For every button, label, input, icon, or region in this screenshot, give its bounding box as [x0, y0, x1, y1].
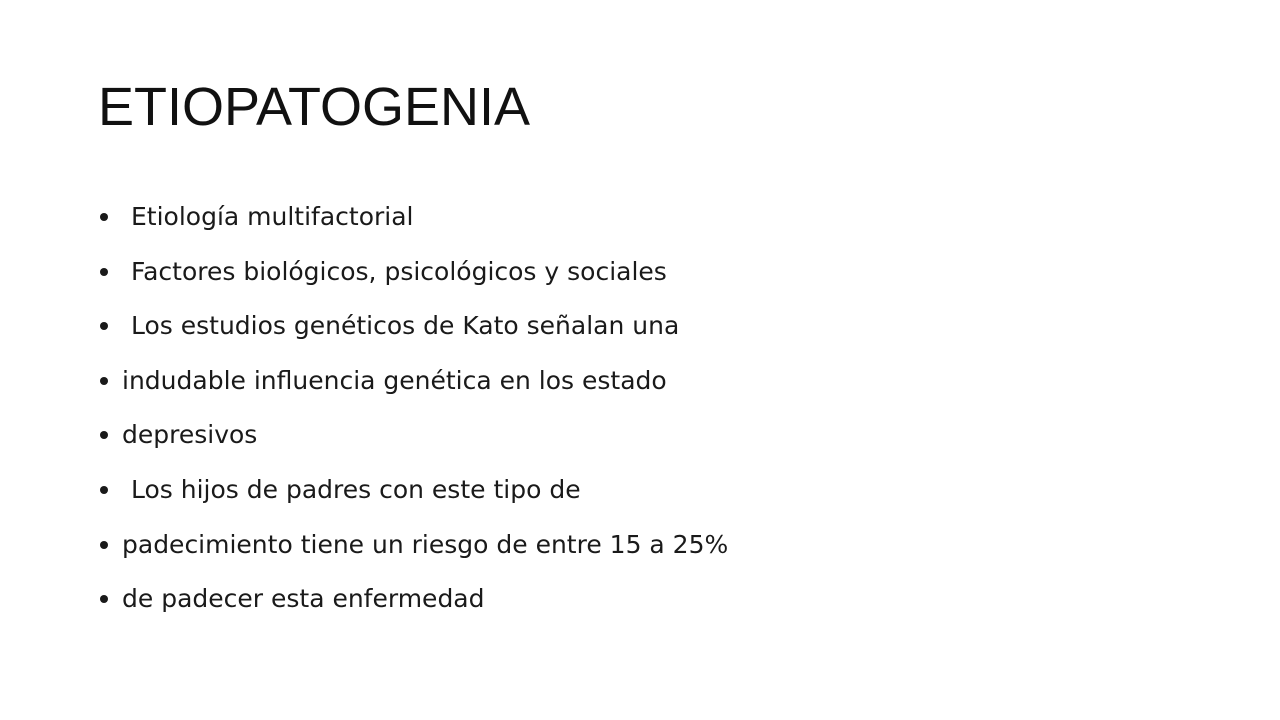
bullet-text: depresivos — [122, 420, 258, 450]
bullet-text: Los estudios genéticos de Kato señalan una — [131, 311, 680, 341]
slide-title: ETIOPATOGENIA — [98, 77, 531, 137]
bullet-text: Etiología multifactorial — [131, 202, 414, 231]
bullet-dot — [100, 431, 108, 439]
bullet-item — [98, 572, 728, 627]
bullet-item — [98, 518, 728, 573]
bullet-text: Los hijos de padres con este tipo de — [131, 474, 581, 504]
bullet-dot — [100, 541, 108, 549]
bullet-item — [98, 190, 728, 245]
bullet-dot — [100, 268, 108, 276]
bullet-list — [98, 190, 728, 627]
bullet-dot — [100, 377, 108, 385]
bullet-item — [98, 299, 728, 354]
bullet-item — [98, 408, 728, 463]
bullet-dot — [100, 322, 108, 330]
bullet-item — [98, 463, 728, 518]
bullet-text: Factores biológicos, psicológicos y sociales — [131, 256, 667, 286]
bullet-dot — [100, 486, 108, 494]
bullet-text: padecimiento tiene un riesgo de entre 15 a 25% — [122, 529, 729, 559]
bullet-item — [98, 354, 728, 409]
bullet-text: indudable influencia genética en los estado — [122, 365, 667, 395]
bullet-dot — [100, 595, 108, 603]
bullet-text: de padecer esta enfermedad — [122, 584, 485, 614]
bullet-item — [98, 245, 728, 300]
bullet-dot — [100, 213, 108, 221]
